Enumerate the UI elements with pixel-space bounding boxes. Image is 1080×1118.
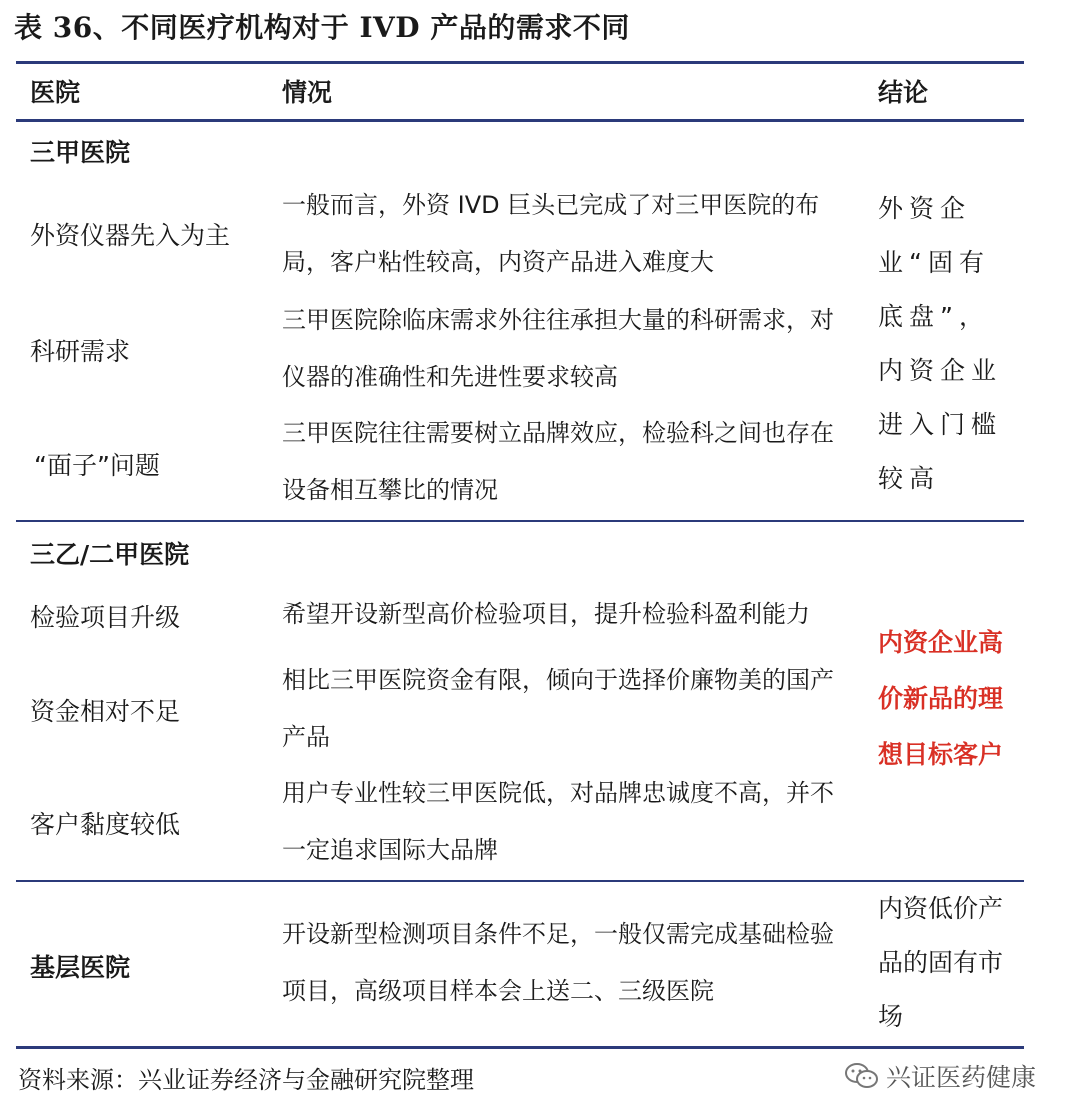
table-top-rule — [16, 61, 1024, 64]
row-label: 客户黏度较低 — [30, 810, 181, 839]
row-label: 外资仪器先入为主 — [30, 221, 231, 250]
row-desc: 希望开设新型高价检验项目，提升检验科盈利能力 — [282, 600, 810, 628]
header-situation: 情况 — [282, 78, 333, 107]
table-bottom-rule — [16, 1046, 1024, 1049]
conclusion-tier3a: 外资企业“固有底盘”，内资企业进入门槛较高 — [878, 194, 1003, 493]
section-title-tier3a: 三甲医院 — [30, 138, 131, 167]
row-label: 检验项目升级 — [30, 603, 181, 632]
row-label: “面子”问题 — [34, 451, 160, 480]
source-note: 资料来源：兴业证券经济与金融研究院整理 — [18, 1066, 474, 1094]
row-desc: 三甲医院往往需要树立品牌效应，检验科之间也存在设备相互攀比的情况 — [282, 419, 834, 504]
header-bottom-rule — [16, 119, 1024, 122]
table-title: 表 36、不同医疗机构对于 IVD 产品的需求不同 — [14, 11, 630, 44]
row-desc: 相比三甲医院资金有限，倾向于选择价廉物美的国产产品 — [282, 666, 834, 751]
conclusion-tier3b: 内资企业高价新品的理想目标客户 — [878, 628, 1004, 769]
section-title-tier3b: 三乙/二甲医院 — [30, 540, 190, 569]
section-rule — [16, 520, 1024, 522]
conclusion-primary: 内资低价产品的固有市场 — [878, 894, 1004, 1031]
header-conclusion: 结论 — [878, 78, 929, 107]
row-desc: 开设新型检测项目条件不足，一般仅需完成基础检验项目，高级项目样本会上送二、三级医院 — [282, 920, 834, 1005]
row-desc: 一般而言，外资 IVD 巨头已完成了对三甲医院的布局，客户粘性较高，内资产品进入难度大 — [282, 191, 820, 276]
header-hospital: 医院 — [30, 78, 81, 107]
row-label: 科研需求 — [30, 337, 131, 366]
wechat-icon — [844, 1061, 880, 1091]
section-rule — [16, 880, 1024, 882]
row-desc: 三甲医院除临床需求外往往承担大量的科研需求，对仪器的准确性和先进性要求较高 — [282, 306, 834, 391]
row-label: 资金相对不足 — [30, 697, 181, 726]
watermark — [844, 1058, 1036, 1094]
row-desc: 用户专业性较三甲医院低，对品牌忠诚度不高，并不一定追求国际大品牌 — [282, 779, 834, 864]
watermark-text: 兴证医药健康 — [886, 1063, 1037, 1092]
section-title-primary: 基层医院 — [30, 953, 131, 982]
